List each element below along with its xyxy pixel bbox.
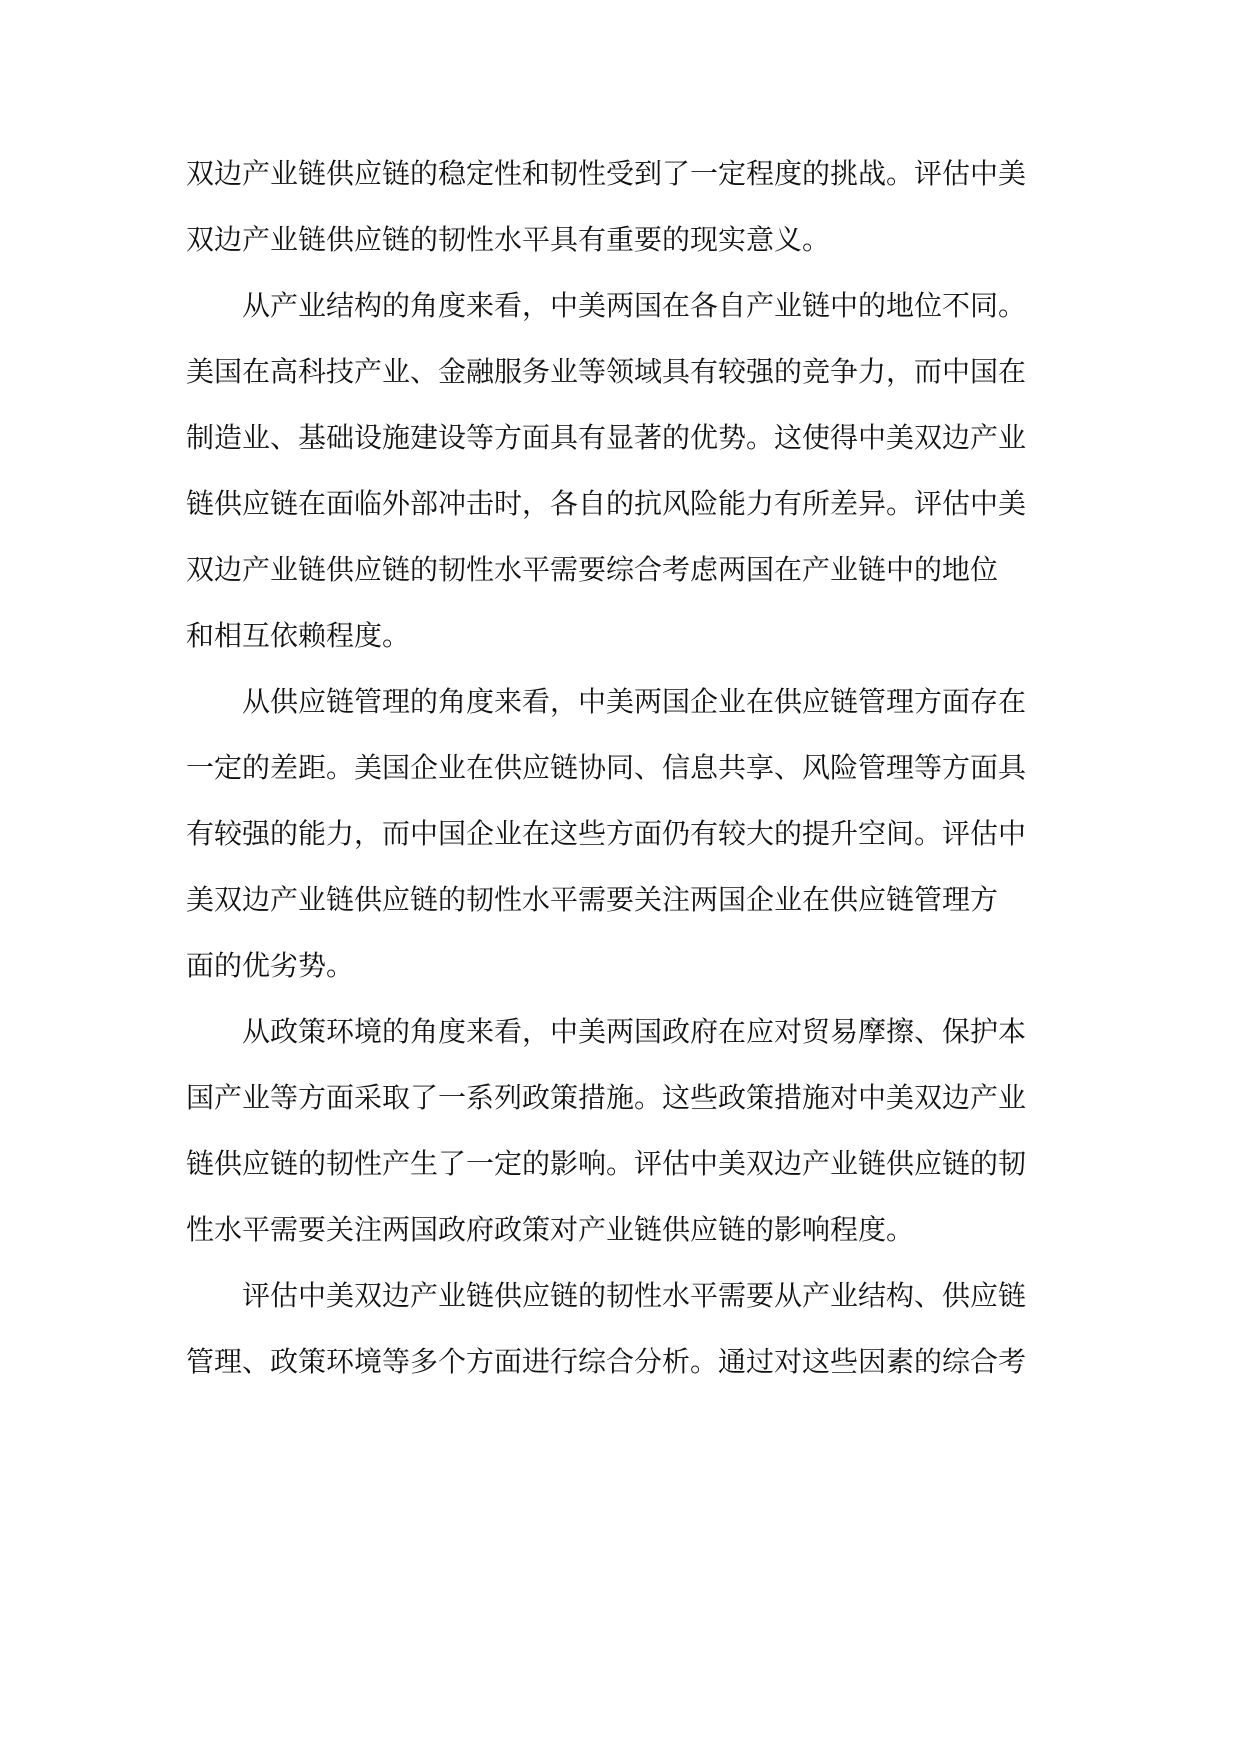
document-body <box>186 141 1066 1395</box>
paragraph-industrial-structure <box>186 273 1066 669</box>
text-line: 面的优劣势。 <box>186 949 355 982</box>
paragraph-continuation <box>186 141 1066 273</box>
text-line-first: 从供应链管理的角度来看，中美两国企业在供应链管理方面存在 <box>242 685 1027 718</box>
text-line: 链供应链的韧性产生了一定的影响。评估中美双边产业链供应链的韧 <box>186 1147 1027 1180</box>
paragraph-conclusion <box>186 1263 1066 1395</box>
text-line-first: 从政策环境的角度来看，中美两国政府在应对贸易摩擦、保护本 <box>242 1015 1027 1048</box>
text-line: 双边产业链供应链的韧性水平具有重要的现实意义。 <box>186 223 831 256</box>
text-line: 一定的差距。美国企业在供应链协同、信息共享、风险管理等方面具 <box>186 751 1027 784</box>
text-line: 链供应链在面临外部冲击时，各自的抗风险能力有所差异。评估中美 <box>186 487 1027 520</box>
text-line: 和相互依赖程度。 <box>186 619 411 652</box>
text-line: 有较强的能力，而中国企业在这些方面仍有较大的提升空间。评估中 <box>186 817 1027 850</box>
text-line: 美双边产业链供应链的韧性水平需要关注两国企业在供应链管理方 <box>186 883 999 916</box>
text-line: 双边产业链供应链的稳定性和韧性受到了一定程度的挑战。评估中美 <box>186 157 1027 190</box>
paragraph-policy-environment <box>186 999 1066 1263</box>
text-line: 美国在高科技产业、金融服务业等领域具有较强的竞争力，而中国在 <box>186 355 1027 388</box>
text-line: 双边产业链供应链的韧性水平需要综合考虑两国在产业链中的地位 <box>186 553 999 586</box>
text-line: 管理、政策环境等多个方面进行综合分析。通过对这些因素的综合考 <box>186 1345 1027 1378</box>
text-line: 制造业、基础设施建设等方面具有显著的优势。这使得中美双边产业 <box>186 421 1027 454</box>
paragraph-supply-chain-management <box>186 669 1066 999</box>
text-line-first: 评估中美双边产业链供应链的韧性水平需要从产业结构、供应链 <box>242 1279 1027 1312</box>
text-line: 国产业等方面采取了一系列政策措施。这些政策措施对中美双边产业 <box>186 1081 1027 1114</box>
text-line-first: 从产业结构的角度来看，中美两国在各自产业链中的地位不同。 <box>242 289 1027 322</box>
text-line: 性水平需要关注两国政府政策对产业链供应链的影响程度。 <box>186 1213 915 1246</box>
